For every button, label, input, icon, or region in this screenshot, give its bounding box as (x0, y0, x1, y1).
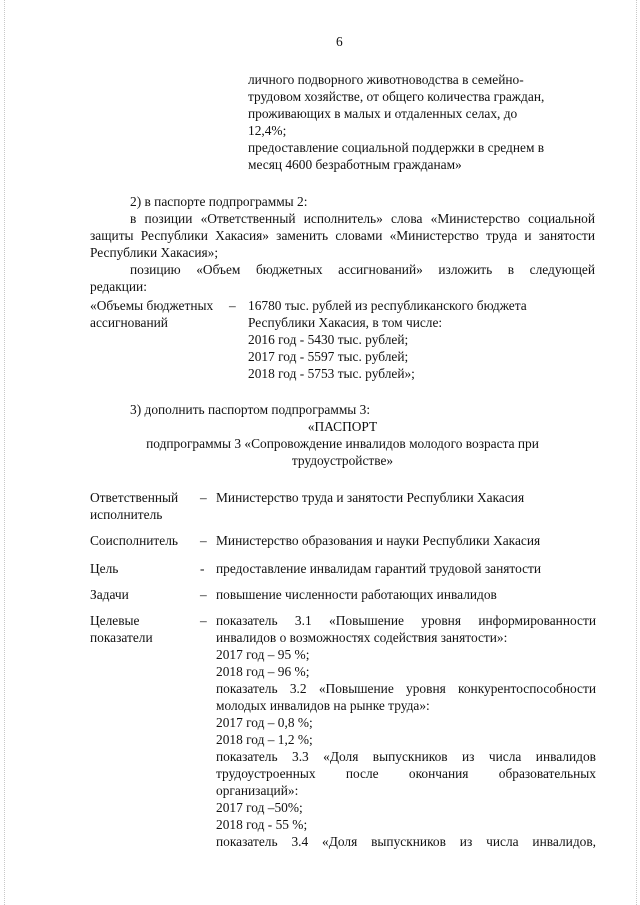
intro-line: 12,4%; (248, 123, 287, 138)
budget-line: 2018 год - 5753 тыс. рублей»; (248, 366, 415, 381)
target-line: показатель 3.3 «Доля выпускников из числа инвалидов (216, 749, 596, 764)
row-targets-dash: – (200, 613, 207, 628)
section3-heading: 3) дополнить паспортом подпрограммы 3: (130, 402, 371, 417)
target-line: 2018 год - 55 %; (216, 817, 308, 832)
budget-line: 2016 год - 5430 тыс. рублей; (248, 332, 409, 347)
intro-line: личного подворного животноводства в семейно- (248, 72, 524, 87)
row-targets-label: Целевые (90, 613, 140, 628)
target-line: показатель 3.4 «Доля выпускников из числа инвалидов, (216, 834, 596, 849)
intro-line: месяц 4600 безработным гражданам» (248, 157, 462, 172)
target-line: 2017 год – 0,8 %; (216, 715, 313, 730)
row-tasks-value: повышение численности работающих инвалидов (216, 587, 497, 602)
row-responsible-value: Министерство труда и занятости Республики Хакасия (216, 490, 525, 505)
target-line: 2018 год – 96 %; (216, 664, 310, 679)
budget-label: ассигнований (90, 315, 168, 330)
section2-heading: 2) в паспорте подпрограммы 2: (130, 194, 308, 209)
target-line: молодых инвалидов на рынке труда»: (216, 698, 430, 713)
intro-line: трудовом хозяйстве, от общего количества граждан, (248, 89, 545, 104)
left-scan-edge (4, 0, 5, 905)
row-responsible-dash: – (200, 490, 207, 505)
row-responsible-label: исполнитель (90, 507, 163, 522)
section2-para1-line: Республики Хакасия»; (90, 245, 219, 260)
section2-para2-line: позицию «Объем бюджетных ассигнований» изложить в следующей (130, 262, 595, 277)
row-coexecutor-value: Министерство образования и науки Республики Хакасия (216, 533, 541, 548)
row-tasks-dash: – (200, 587, 207, 602)
section2-para2-line: редакции: (90, 279, 147, 294)
target-line: организаций»: (216, 783, 299, 798)
target-line: 2017 год – 95 %; (216, 647, 310, 662)
passport-title: «ПАСПОРТ (307, 419, 378, 434)
row-targets-label: показатели (90, 630, 153, 645)
target-line: инвалидов о возможностях содействия занятости»: (216, 630, 508, 645)
target-line: трудоустроенных после окончания образовательных (216, 766, 596, 781)
right-scan-edge (636, 0, 637, 905)
page-number: 6 (336, 34, 343, 49)
budget-label: «Объемы бюджетных (90, 298, 214, 313)
target-line: 2018 год – 1,2 %; (216, 732, 313, 747)
budget-line: 16780 тыс. рублей из республиканского бюджета (248, 298, 527, 313)
row-goal-value: предоставление инвалидам гарантий трудовой занятости (216, 561, 542, 576)
budget-line: 2017 год - 5597 тыс. рублей; (248, 349, 409, 364)
budget-line: Республики Хакасия, в том числе: (248, 315, 443, 330)
passport-subtitle: подпрограммы 3 «Сопровождение инвалидов молодого возраста при (146, 436, 539, 451)
row-responsible-label: Ответственный (90, 490, 179, 505)
intro-line: проживающих в малых и отдаленных селах, до (248, 106, 518, 121)
budget-dash: – (229, 298, 236, 313)
row-goal-dash: - (200, 561, 205, 576)
section2-para1-line: в позиции «Ответственный исполнитель» слова «Министерство социальной (130, 211, 595, 226)
row-coexecutor-dash: – (200, 533, 207, 548)
section2-para1-line: защиты Республики Хакасия» заменить словами «Министерство труда и занятости (90, 228, 595, 243)
intro-line: предоставление социальной поддержки в среднем в (248, 140, 545, 155)
target-line: показатель 3.2 «Повышение уровня конкурентоспособности (216, 681, 596, 696)
row-tasks-label: Задачи (90, 587, 129, 602)
target-line: показатель 3.1 «Повышение уровня информированности (216, 613, 596, 628)
target-line: 2017 год –50%; (216, 800, 303, 815)
row-coexecutor-label: Соисполнитель (90, 533, 179, 548)
passport-subtitle: трудоустройстве» (291, 453, 394, 468)
row-goal-label: Цель (90, 561, 119, 576)
